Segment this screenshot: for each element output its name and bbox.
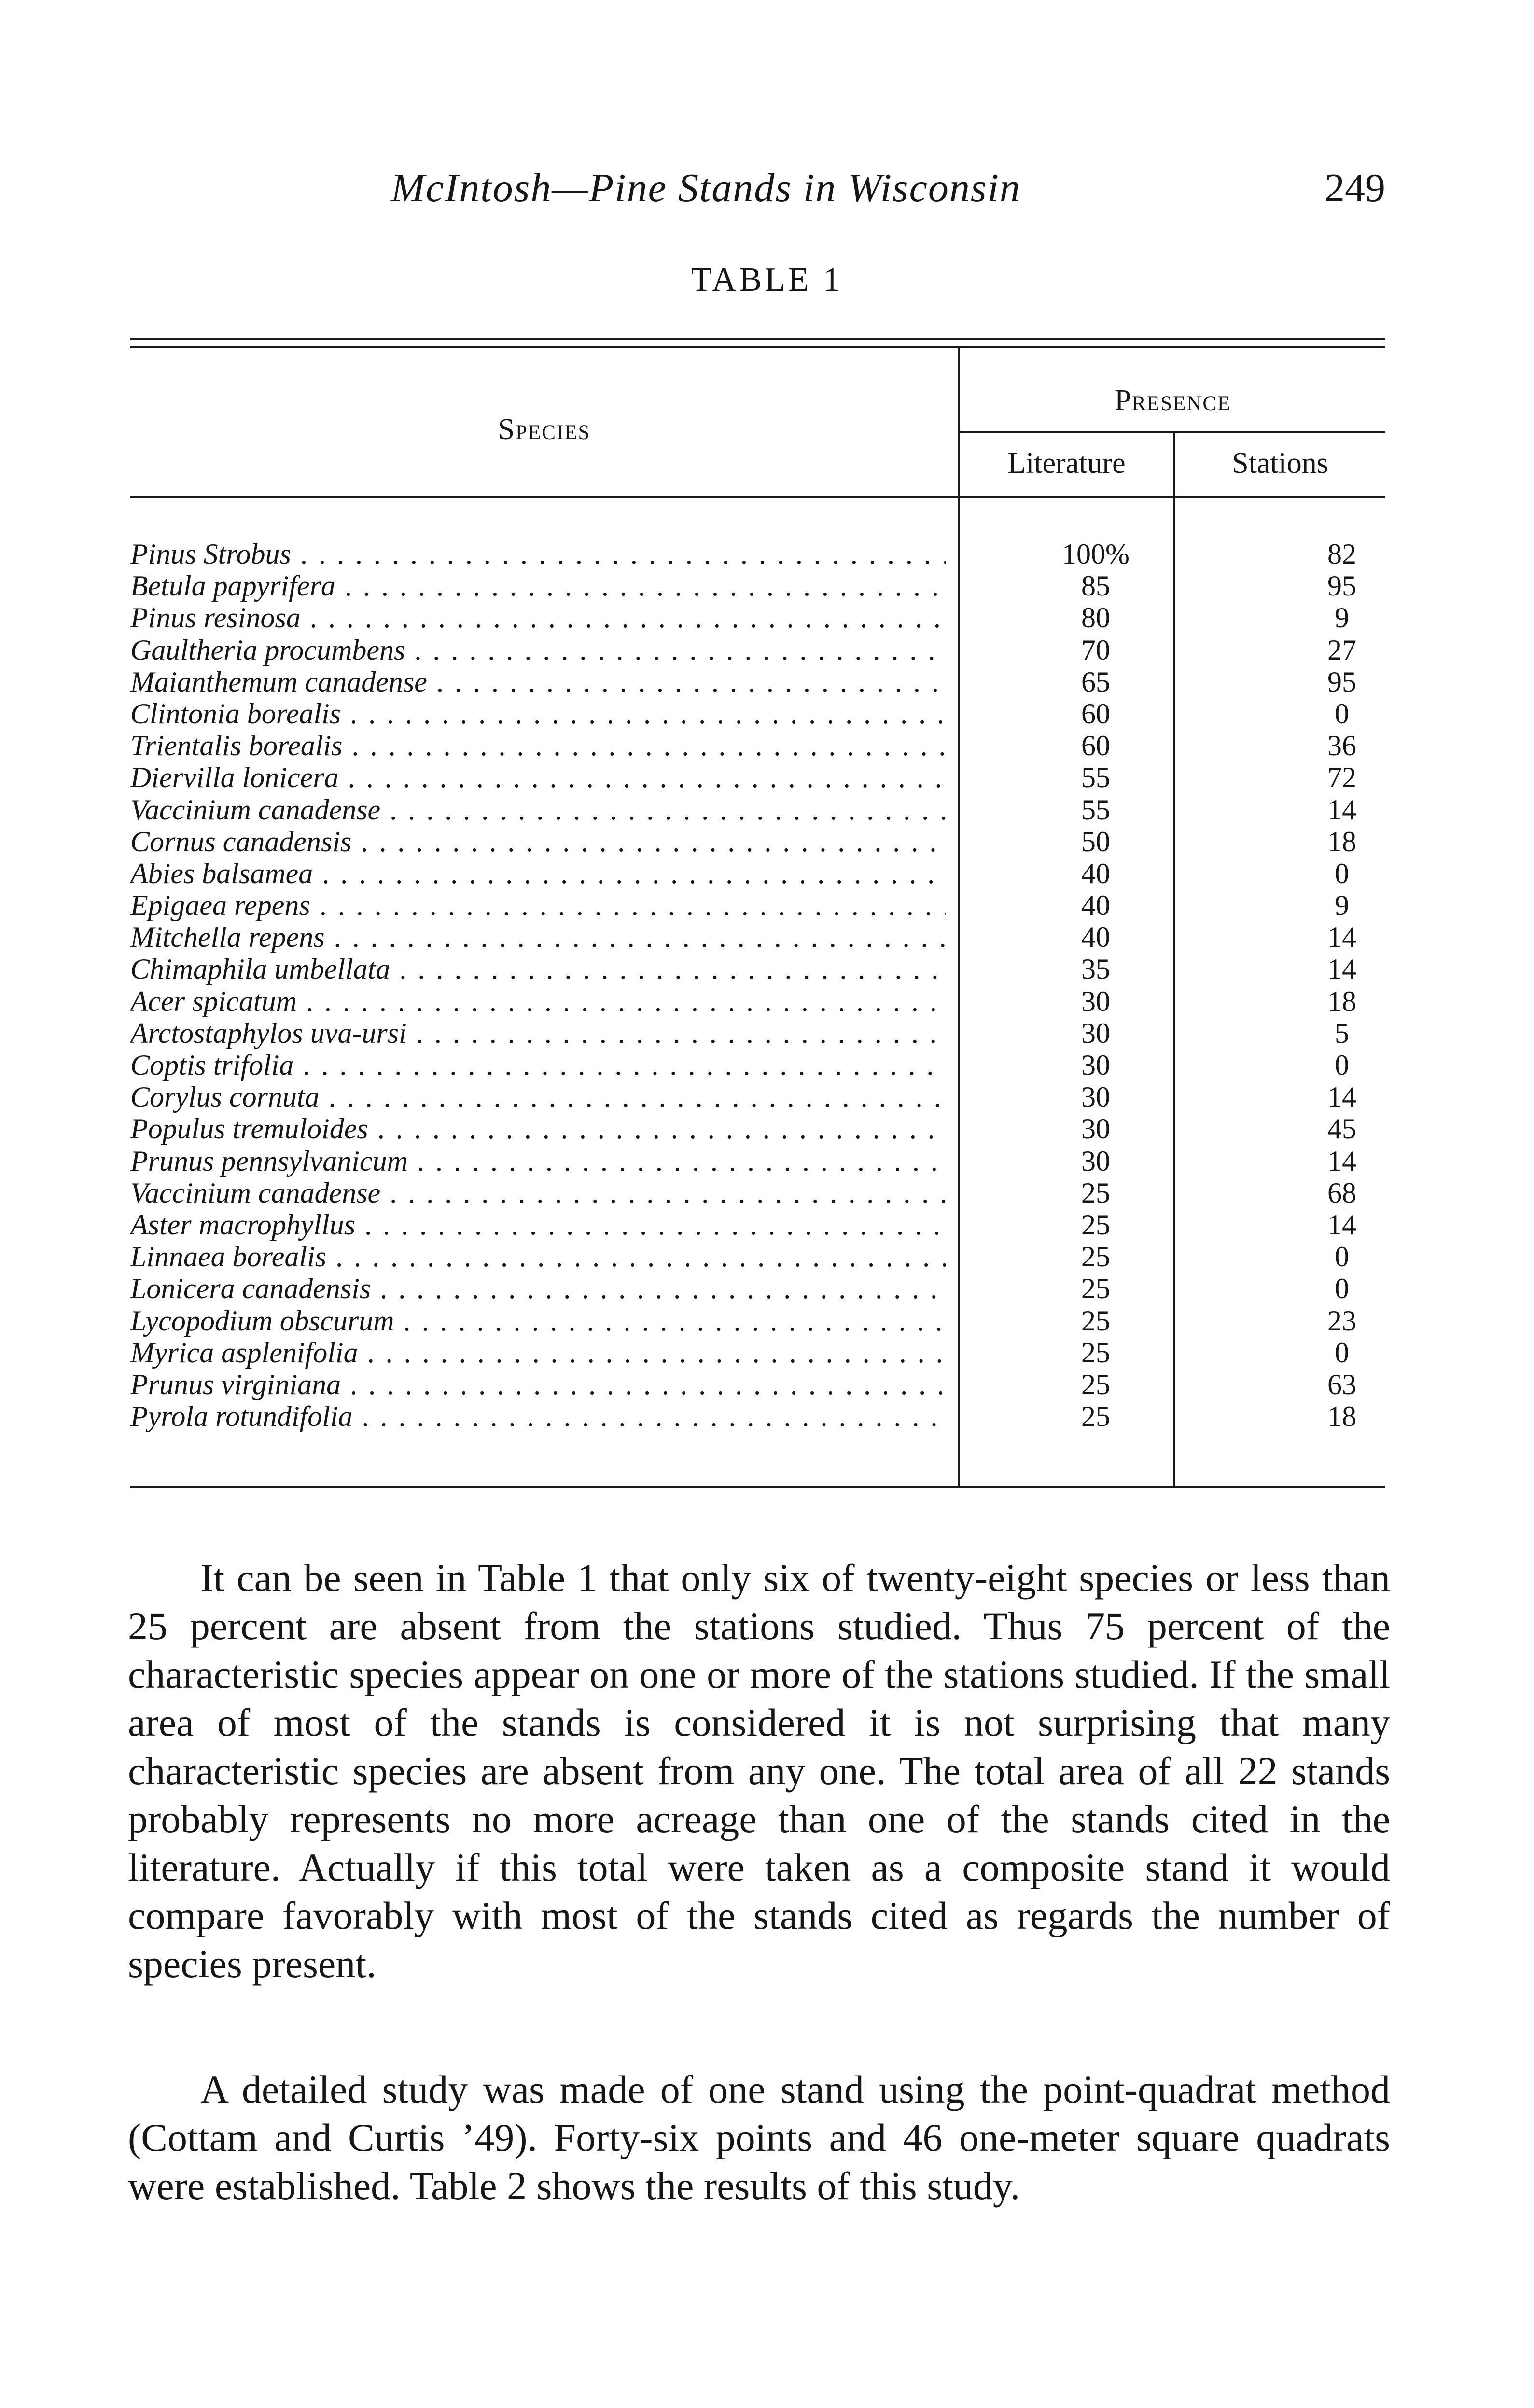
table-row [130, 953, 1385, 985]
body-text [128, 2065, 1390, 2210]
table-row [130, 1337, 1385, 1369]
table-row [130, 1017, 1385, 1049]
header-bottom-rule [130, 496, 1385, 498]
species-name: Aster macrophyllus . . . [130, 1209, 946, 1241]
literature-value: 60 [1081, 697, 1110, 730]
table-row [130, 1081, 1385, 1113]
stations-value: 45 [1327, 1113, 1356, 1145]
species-name: Clintonia borealis . . . [130, 698, 946, 730]
stations-value: 63 [1327, 1368, 1356, 1400]
literature-value: 55 [1081, 793, 1110, 826]
species-name: Myrica asplenifolia . . . [130, 1337, 946, 1369]
paragraph: A detailed study was made of one stand using the point-quadrat method (Cottam and Curtis ’49). Forty-six points and 46 one-meter square quadrats were established. Table 2 shows the results of this study. [128, 2067, 1390, 2208]
species-name: Corylus cornuta . . . [130, 1081, 946, 1113]
species-name: Linnaea borealis . . . [130, 1241, 946, 1273]
table-row [130, 889, 1385, 921]
literature-value: 25 [1081, 1400, 1110, 1433]
stations-value: 82 [1327, 538, 1356, 570]
stations-value: 95 [1327, 570, 1356, 602]
table-row [130, 1145, 1385, 1177]
literature-value: 25 [1081, 1208, 1110, 1241]
stations-value: 5 [1335, 1017, 1349, 1049]
literature-value: 35 [1081, 953, 1110, 985]
table-row [130, 1241, 1385, 1273]
stations-value: 27 [1327, 634, 1356, 666]
table-row [130, 761, 1385, 793]
table-row [130, 921, 1385, 953]
literature-value: 25 [1081, 1304, 1110, 1337]
species-name: Trientalis borealis . . . [130, 730, 946, 761]
literature-value: 80 [1081, 602, 1110, 634]
literature-value: 70 [1081, 634, 1110, 666]
species-name: Lonicera canadensis . . . [130, 1273, 946, 1304]
species-name: Mitchella repens . . . [130, 921, 946, 953]
species-name: Betula papyrifera . . . [130, 570, 946, 602]
literature-value: 65 [1081, 665, 1110, 698]
table-bottom-rule [130, 1486, 1385, 1488]
literature-value: 50 [1081, 825, 1110, 858]
table-row [130, 826, 1385, 858]
species-name: Acer spicatum . . . [130, 985, 946, 1017]
stations-value: 18 [1327, 1400, 1356, 1433]
running-head [130, 162, 1385, 215]
species-name: Diervilla lonicera . . . [130, 761, 946, 793]
species-name: Lycopodium obscurum . . . [130, 1305, 946, 1337]
literature-column-header: Literature [1007, 447, 1126, 480]
stations-value: 72 [1327, 761, 1356, 794]
species-name: Epigaea repens . . . [130, 889, 946, 921]
species-name: Arctostaphylos uva-ursi . . . [130, 1017, 946, 1049]
presence-column-header: Presence [1114, 384, 1231, 417]
table-row [130, 698, 1385, 730]
stations-value: 9 [1335, 602, 1349, 634]
table-row [130, 858, 1385, 889]
table-row [130, 1305, 1385, 1337]
stations-value: 0 [1335, 697, 1349, 730]
stations-value: 23 [1327, 1304, 1356, 1337]
literature-value: 25 [1081, 1273, 1110, 1305]
table-row [130, 570, 1385, 602]
table-row [130, 666, 1385, 698]
table-row [130, 1369, 1385, 1400]
stations-value: 14 [1327, 953, 1356, 985]
species-name: Cornus canadensis . . . [130, 826, 946, 858]
stations-value: 68 [1327, 1176, 1356, 1209]
stations-value: 0 [1335, 1273, 1349, 1305]
page-number: 249 [1325, 166, 1385, 210]
table-row [130, 794, 1385, 826]
literature-value: 30 [1081, 1145, 1110, 1177]
species-name: Pinus resinosa . . . [130, 602, 946, 634]
table-top-double-rule-1 [130, 338, 1385, 340]
stations-value: 0 [1335, 857, 1349, 889]
species-name: Chimaphila umbellata . . . [130, 953, 946, 985]
literature-value: 40 [1081, 857, 1110, 889]
table-row [130, 730, 1385, 761]
literature-value: 25 [1081, 1176, 1110, 1209]
literature-value: 85 [1081, 570, 1110, 602]
literature-value: 25 [1081, 1336, 1110, 1369]
species-name: Vaccinium canadense . . . [130, 1177, 946, 1209]
table-label: TABLE 1 [691, 261, 843, 298]
stations-value: 14 [1327, 793, 1356, 826]
literature-value: 30 [1081, 1017, 1110, 1049]
stations-value: 95 [1327, 665, 1356, 698]
stations-value: 0 [1335, 1049, 1349, 1081]
table-row [130, 1177, 1385, 1209]
stations-value: 0 [1335, 1336, 1349, 1369]
stations-column-header: Stations [1232, 447, 1328, 480]
species-name: Populus tremuloides . . . [130, 1113, 946, 1145]
species-name: Pinus Strobus . . . [130, 538, 946, 570]
stations-value: 14 [1327, 921, 1356, 954]
species-name: Pyrola rotundifolia . . . [130, 1400, 946, 1432]
table-row [130, 602, 1385, 634]
literature-value: 30 [1081, 1049, 1110, 1081]
literature-value: 60 [1081, 730, 1110, 762]
species-name: Vaccinium canadense . . . [130, 794, 946, 826]
species-name: Abies balsamea . . . [130, 858, 946, 889]
literature-value: 55 [1081, 761, 1110, 794]
table-row [130, 985, 1385, 1017]
table-row [130, 1209, 1385, 1241]
literature-value: 30 [1081, 1113, 1110, 1145]
stations-value: 14 [1327, 1145, 1356, 1177]
table-top-double-rule-2 [130, 346, 1385, 348]
table-body [130, 538, 1385, 1432]
literature-value: 30 [1081, 1081, 1110, 1113]
stations-value: 14 [1327, 1081, 1356, 1113]
paragraph: It can be seen in Table 1 that only six of twenty-eight species or less than 25 percent are absent from the stations studied. Thus 75 percent of the characteristic species appear on one or more of the stations studied. If the small area of most of the stands is considered it is not surprising that many characteristic species are absent from any one. The total area of all 22 stands probably represents no more acreage than one of the stands cited in the literature. Actually if this total were taken as a composite stand it would compare favorably with most of the stands cited as regards the number of species present. [128, 1556, 1390, 1986]
stations-value: 36 [1327, 730, 1356, 762]
stations-value: 18 [1327, 985, 1356, 1017]
literature-value: 25 [1081, 1241, 1110, 1273]
species-name: Coptis trifolia . . . [130, 1049, 946, 1081]
species-name: Maianthemum canadense . . . [130, 666, 946, 698]
table-row [130, 538, 1385, 570]
literature-value: 40 [1081, 921, 1110, 954]
stations-value: 14 [1327, 1208, 1356, 1241]
table-row [130, 634, 1385, 666]
table-row [130, 1049, 1385, 1081]
species-name: Prunus pennsylvanicum . . . [130, 1145, 946, 1177]
literature-value: 100% [1062, 538, 1130, 570]
literature-value: 40 [1081, 889, 1110, 922]
species-name: Gaultheria procumbens . . . [130, 634, 946, 666]
table-row [130, 1113, 1385, 1145]
species-column-header: Species [498, 413, 591, 446]
stations-value: 0 [1335, 1241, 1349, 1273]
table-row [130, 1400, 1385, 1432]
body-text [128, 1554, 1390, 1988]
stations-value: 9 [1335, 889, 1349, 922]
literature-value: 30 [1081, 985, 1110, 1017]
running-title: McIntosh—Pine Stands in Wisconsin [391, 166, 1021, 210]
table-row [130, 1273, 1385, 1304]
stations-value: 18 [1327, 825, 1356, 858]
literature-value: 25 [1081, 1368, 1110, 1400]
species-name: Prunus virginiana . . . [130, 1369, 946, 1400]
